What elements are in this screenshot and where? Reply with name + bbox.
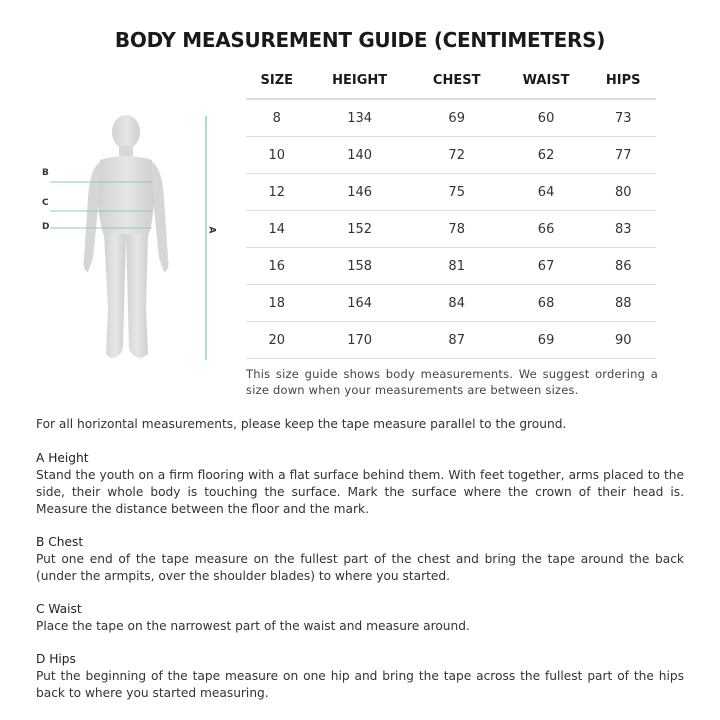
table-cell: 20 bbox=[246, 322, 308, 359]
section-body: Stand the youth on a firm flooring with a flat surface behind them. With feet together, arms placed to the side, their whole body is touching the surface. Mark the surface where the crown of their head is. Measure the distance between the floor and the mark. bbox=[36, 468, 684, 516]
section-chest bbox=[36, 534, 684, 585]
table-cell: 8 bbox=[246, 99, 308, 137]
table-row bbox=[246, 285, 656, 322]
table-cell: 152 bbox=[308, 211, 412, 248]
table-cell: 69 bbox=[412, 99, 502, 137]
section-hips bbox=[36, 651, 684, 702]
table-cell: 75 bbox=[412, 174, 502, 211]
table-cell: 164 bbox=[308, 285, 412, 322]
table-row bbox=[246, 137, 656, 174]
table-row bbox=[246, 211, 656, 248]
table-cell: 77 bbox=[590, 137, 656, 174]
label-d: D bbox=[42, 222, 50, 232]
child-silhouette-illustration bbox=[30, 108, 230, 368]
section-body: Place the tape on the narrowest part of the waist and measure around. bbox=[36, 619, 470, 633]
size-table bbox=[246, 62, 656, 359]
table-cell: 64 bbox=[502, 174, 591, 211]
label-b: B bbox=[42, 168, 49, 178]
table-cell: 62 bbox=[502, 137, 591, 174]
section-heading: C Waist bbox=[36, 602, 82, 616]
table-cell: 81 bbox=[412, 248, 502, 285]
table-row bbox=[246, 322, 656, 359]
table-header-row bbox=[246, 62, 656, 99]
table-cell: 67 bbox=[502, 248, 591, 285]
section-waist bbox=[36, 601, 684, 635]
column-header: WAIST bbox=[502, 62, 591, 99]
size-note: This size guide shows body measurements. We suggest ordering a size down when your measurements are between sizes. bbox=[246, 367, 658, 397]
label-a: A bbox=[206, 226, 217, 234]
intro-text: For all horizontal measurements, please keep the tape measure parallel to the ground. bbox=[36, 417, 567, 431]
label-c: C bbox=[42, 198, 49, 208]
section-heading: A Height bbox=[36, 451, 89, 465]
table-cell: 84 bbox=[412, 285, 502, 322]
table-cell: 16 bbox=[246, 248, 308, 285]
table-cell: 72 bbox=[412, 137, 502, 174]
table-cell: 88 bbox=[590, 285, 656, 322]
section-heading: D Hips bbox=[36, 652, 76, 666]
table-cell: 134 bbox=[308, 99, 412, 137]
table-cell: 158 bbox=[308, 248, 412, 285]
table-cell: 140 bbox=[308, 137, 412, 174]
table-cell: 87 bbox=[412, 322, 502, 359]
table-row bbox=[246, 99, 656, 137]
table-cell: 83 bbox=[590, 211, 656, 248]
table-cell: 14 bbox=[246, 211, 308, 248]
table-cell: 12 bbox=[246, 174, 308, 211]
table-row bbox=[246, 174, 656, 211]
section-body: Put the beginning of the tape measure on one hip and bring the tape across the fullest part of the hips back to where you started measuring. bbox=[36, 669, 684, 700]
column-header: HIPS bbox=[590, 62, 656, 99]
table-cell: 80 bbox=[590, 174, 656, 211]
section-height bbox=[36, 450, 684, 518]
table-cell: 86 bbox=[590, 248, 656, 285]
table-cell: 66 bbox=[502, 211, 591, 248]
table-cell: 146 bbox=[308, 174, 412, 211]
column-header: HEIGHT bbox=[308, 62, 412, 99]
page-title: BODY MEASUREMENT GUIDE (CENTIMETERS) bbox=[114, 28, 606, 52]
section-heading: B Chest bbox=[36, 535, 84, 549]
table-cell: 170 bbox=[308, 322, 412, 359]
table-cell: 73 bbox=[590, 99, 656, 137]
table-cell: 68 bbox=[502, 285, 591, 322]
section-body: Put one end of the tape measure on the fullest part of the chest and bring the tape around the back (under the armpits, over the shoulder blades) to where you started. bbox=[36, 552, 684, 583]
table-cell: 18 bbox=[246, 285, 308, 322]
table-cell: 60 bbox=[502, 99, 591, 137]
column-header: SIZE bbox=[246, 62, 308, 99]
column-header: CHEST bbox=[412, 62, 502, 99]
table-cell: 69 bbox=[502, 322, 591, 359]
table-cell: 78 bbox=[412, 211, 502, 248]
table-cell: 90 bbox=[590, 322, 656, 359]
table-row bbox=[246, 248, 656, 285]
table-cell: 10 bbox=[246, 137, 308, 174]
